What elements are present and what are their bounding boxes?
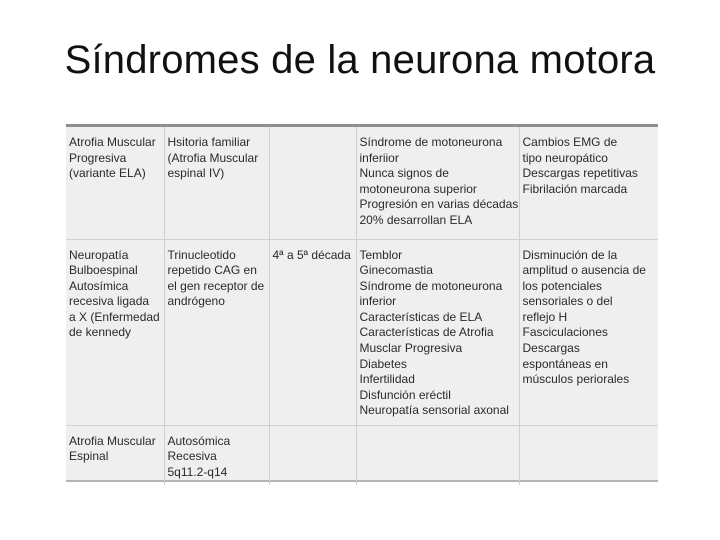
cell-line: (Atrofia Muscular bbox=[167, 150, 259, 165]
cell-line: el gen receptor de bbox=[167, 278, 265, 293]
genetics-cell bbox=[164, 239, 269, 425]
cell-line: andrógeno bbox=[167, 294, 225, 309]
cell-line: a X (Enfermedad bbox=[69, 309, 160, 324]
disease-cell bbox=[66, 239, 164, 425]
cell-line: Neuropatía bbox=[69, 247, 129, 262]
syndrome-table bbox=[66, 127, 658, 485]
emg-cell bbox=[519, 425, 658, 485]
cell-line: Descargas bbox=[522, 341, 580, 356]
emg-cell bbox=[519, 239, 658, 425]
cell-line: amplitud o ausencia de bbox=[522, 263, 646, 278]
cell-line: Disminución de la bbox=[522, 247, 618, 262]
cell-line: Disfunción eréctil bbox=[359, 387, 451, 402]
cell-line: inferior bbox=[359, 294, 397, 309]
cell-line: de kennedy bbox=[69, 325, 132, 340]
disease-cell bbox=[66, 425, 164, 485]
clinical-cell bbox=[356, 425, 519, 485]
genetics-cell bbox=[164, 425, 269, 485]
cell-line: Infertilidad bbox=[359, 372, 415, 387]
onset-cell bbox=[269, 425, 356, 485]
cell-line: 4ª a 5ª década bbox=[272, 247, 351, 262]
cell-line: Diabetes bbox=[359, 356, 407, 371]
cell-line: los potenciales bbox=[522, 278, 602, 293]
cell-line: Fasciculaciones bbox=[522, 325, 608, 340]
table-row bbox=[66, 239, 658, 425]
cell-line: Autosímica bbox=[69, 278, 129, 293]
table-row bbox=[66, 425, 658, 485]
cell-line: Ginecomastia bbox=[359, 263, 433, 278]
onset-cell bbox=[269, 127, 356, 239]
cell-line: Características de ELA bbox=[359, 309, 483, 324]
cell-line: Recesiva bbox=[167, 449, 217, 464]
cell-line: Cambios EMG de bbox=[522, 135, 618, 149]
clinical-cell bbox=[356, 239, 519, 425]
cell-line: espontáneas en bbox=[522, 356, 608, 371]
cell-line: músculos periorales bbox=[522, 372, 630, 387]
cell-line: 5q11.2-q14 bbox=[167, 464, 228, 479]
cell-line: Progresiva bbox=[69, 150, 127, 165]
cell-line: Nunca signos de bbox=[359, 166, 449, 181]
cell-line: Descargas repetitivas bbox=[522, 166, 638, 181]
cell-line: inferiior bbox=[359, 150, 399, 165]
genetics-cell bbox=[164, 127, 269, 239]
disease-cell bbox=[66, 127, 164, 239]
cell-line: Características de Atrofia bbox=[359, 325, 494, 340]
cell-line: Progresión en varias décadas bbox=[359, 197, 519, 212]
slide-title: Síndromes de la neurona motora bbox=[64, 38, 656, 82]
cell-line: Atrofia Muscular bbox=[69, 433, 156, 448]
cell-line: motoneurona superior bbox=[359, 181, 477, 196]
cell-line: Espinal bbox=[69, 449, 109, 464]
cell-line: tipo neuropático bbox=[522, 150, 608, 165]
cell-line: recesiva ligada bbox=[69, 294, 150, 309]
table-row bbox=[66, 127, 658, 239]
cell-line: Síndrome de motoneurona bbox=[359, 135, 503, 149]
clinical-cell bbox=[356, 127, 519, 239]
cell-line: Temblor bbox=[359, 247, 403, 262]
cell-line: Fibrilación marcada bbox=[522, 181, 628, 196]
cell-line: sensoriales o del bbox=[522, 294, 613, 309]
cell-line: Musclar Progresiva bbox=[359, 341, 463, 356]
cell-line: Bulboespinal bbox=[69, 263, 138, 278]
cell-line: Hsitoria familiar bbox=[167, 135, 251, 149]
cell-line: reflejo H bbox=[522, 309, 568, 324]
cell-line: Síndrome de motoneurona bbox=[359, 278, 503, 293]
cell-line: (variante ELA) bbox=[69, 166, 146, 181]
emg-cell bbox=[519, 127, 658, 239]
cell-line: Autosómica bbox=[167, 433, 231, 448]
cell-line: Atrofia Muscular bbox=[69, 135, 156, 149]
syndrome-table-container bbox=[66, 124, 658, 482]
cell-line: 20% desarrollan ELA bbox=[359, 212, 473, 227]
cell-line: Trinucleotido bbox=[167, 247, 236, 262]
onset-cell bbox=[269, 239, 356, 425]
cell-line: Neuropatía sensorial axonal bbox=[359, 403, 509, 418]
cell-line: repetido CAG en bbox=[167, 263, 257, 278]
cell-line: espinal IV) bbox=[167, 166, 225, 181]
